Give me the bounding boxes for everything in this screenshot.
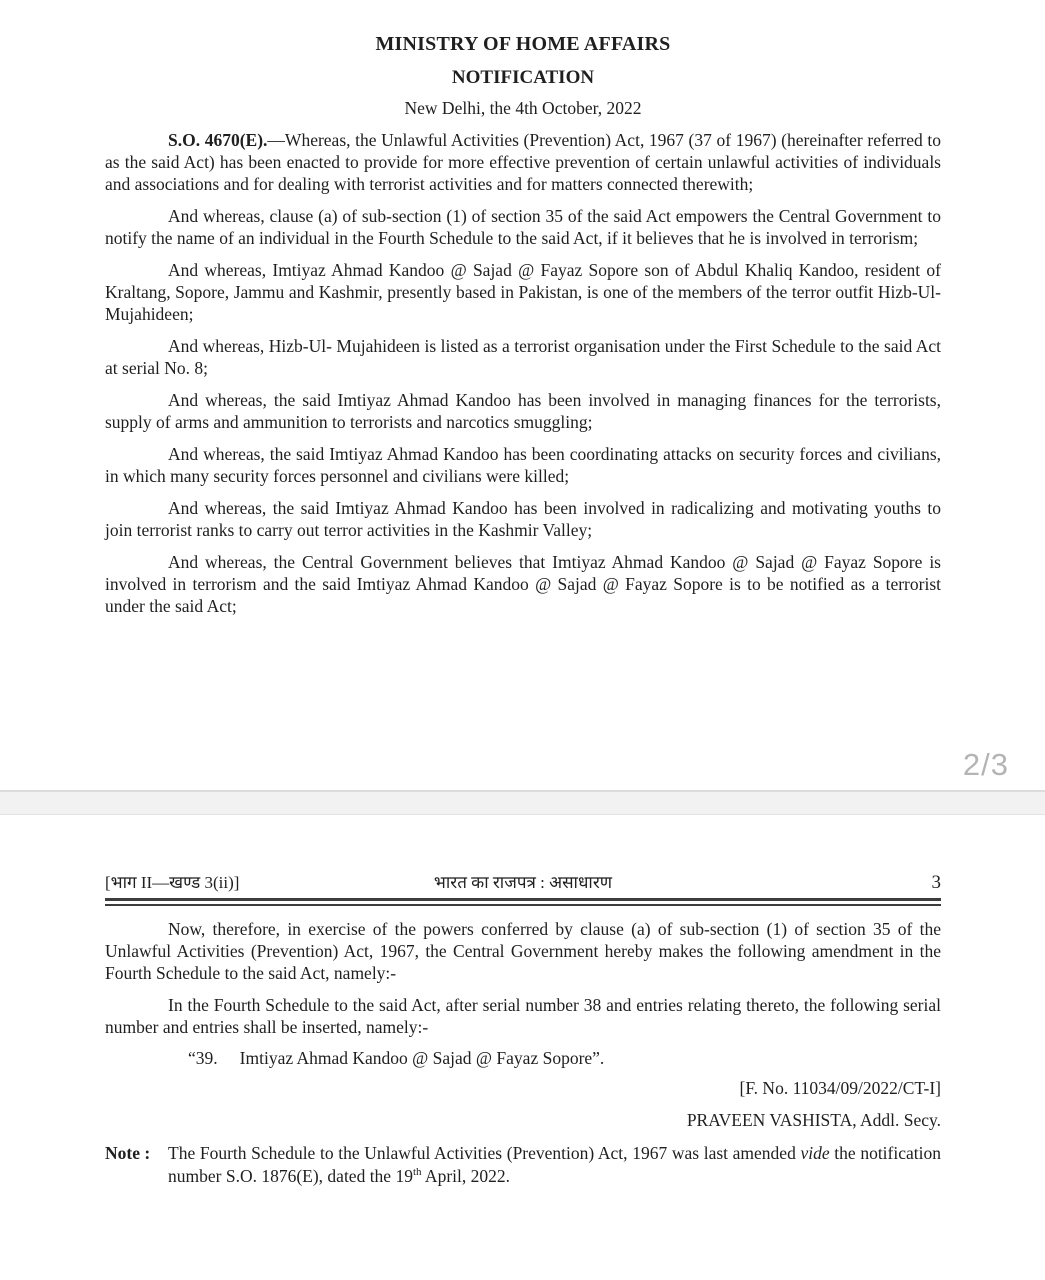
- whereas-paragraph-5: And whereas, the said Imtiyaz Ahmad Kandoo has been coordinating attacks on security forces and civilians, in which many security forces personnel and civilians were killed;: [105, 444, 941, 486]
- schedule-entry-name: Imtiyaz Ahmad Kandoo @ Sajad @ Fayaz Sopore”.: [239, 1048, 605, 1068]
- now-therefore-paragraph: Now, therefore, in exercise of the powers conferred by clause (a) of sub-section (1) of section 35 of the Unlawful Activities (Prevention) Act, 1967, the Central Government hereby makes the following amendment in the Fourth Schedule to the said Act, namely:-: [105, 919, 941, 983]
- note-text-part-1: The Fourth Schedule to the Unlawful Activities (Prevention) Act, 1967 was last amended: [168, 1143, 801, 1163]
- pdf-page-2: [0, 815, 1045, 1280]
- note-vide-italic: vide: [800, 1143, 830, 1163]
- notification-heading: NOTIFICATION: [451, 67, 595, 88]
- dateline: New Delhi, the 4th October, 2022: [404, 98, 642, 118]
- gazette-page-number: 3: [931, 872, 941, 893]
- note-text-part-2: the notification number S.O. 1876(E), dated the 19: [168, 1143, 941, 1186]
- note-text-part-3: April, 2022.: [421, 1166, 510, 1186]
- file-number: [F. No. 11034/09/2022/CT-I]: [739, 1078, 941, 1098]
- whereas-paragraph-7: And whereas, the Central Government believes that Imtiyaz Ahmad Kandoo @ Sajad @ Fayaz Sopore is involved in terrorism and the said Imtiyaz Ahmad Kandoo @ Sajad @ Fayaz Sopore is to be notified as a terrorist under the said Act;: [105, 552, 941, 616]
- header-rule-bottom: [105, 904, 941, 906]
- note-ordinal-superscript: th: [412, 1166, 422, 1179]
- ministry-title: MINISTRY OF HOME AFFAIRS: [375, 33, 671, 55]
- whereas-paragraph-3: And whereas, Hizb-Ul- Mujahideen is listed as a terrorist organisation under the First Schedule to the said Act at serial No. 8;: [105, 336, 941, 378]
- schedule-entry-number: “39.: [188, 1048, 218, 1068]
- schedule-entry: [188, 1047, 941, 1069]
- page-separator: [0, 790, 1045, 815]
- so-number: S.O. 4670(E).: [168, 130, 268, 150]
- header-rule-top: [105, 898, 941, 901]
- whereas-paragraph-2: And whereas, Imtiyaz Ahmad Kandoo @ Sajad @ Fayaz Sopore son of Abdul Khaliq Kandoo, resident of Kraltang, Sopore, Jammu and Kashmir, presently based in Pakistan, is one of the members of the terror outfit Hizb-Ul- Mujahideen;: [105, 260, 941, 324]
- so-paragraph-text: —Whereas, the Unlawful Activities (Prevention) Act, 1967 (37 of 1967) (hereinafter referred to as the said Act) has been enacted to provide for more effective prevention of certain unlawful activities of individuals and associations and for dealing with terrorist activities and for matters connected therewith;: [105, 130, 941, 194]
- whereas-paragraph-6: And whereas, the said Imtiyaz Ahmad Kandoo has been involved in radicalizing and motivating youths to join terrorist ranks to carry out terror activities in the Kashmir Valley;: [105, 498, 941, 540]
- fourth-schedule-paragraph: In the Fourth Schedule to the said Act, after serial number 38 and entries relating thereto, the following serial number and entries shall be inserted, namely:-: [105, 995, 941, 1037]
- gazette-header: [105, 873, 941, 893]
- signatory: PRAVEEN VASHISTA, Addl. Secy.: [686, 1110, 941, 1130]
- gazette-part-section-label: [भाग II—खण्ड 3(ii)]: [105, 873, 240, 892]
- page-number-indicator: 2/3: [962, 747, 1009, 782]
- note-label: Note :: [105, 1143, 151, 1163]
- whereas-paragraph-4: And whereas, the said Imtiyaz Ahmad Kandoo has been involved in managing finances for the terrorists, supply of arms and ammunition to terrorists and narcotics smuggling;: [105, 390, 941, 432]
- so-number-paragraph: [105, 129, 941, 195]
- note-text: [168, 1142, 941, 1188]
- whereas-paragraph-1: And whereas, clause (a) of sub-section (1) of section 35 of the said Act empowers the Central Government to notify the name of an individual in the Fourth Schedule to the said Act, if it believes that he is involved in terrorism;: [105, 206, 941, 248]
- gazette-title-hindi: भारत का राजपत्र : असाधारण: [433, 873, 613, 892]
- note-block: [105, 1142, 941, 1188]
